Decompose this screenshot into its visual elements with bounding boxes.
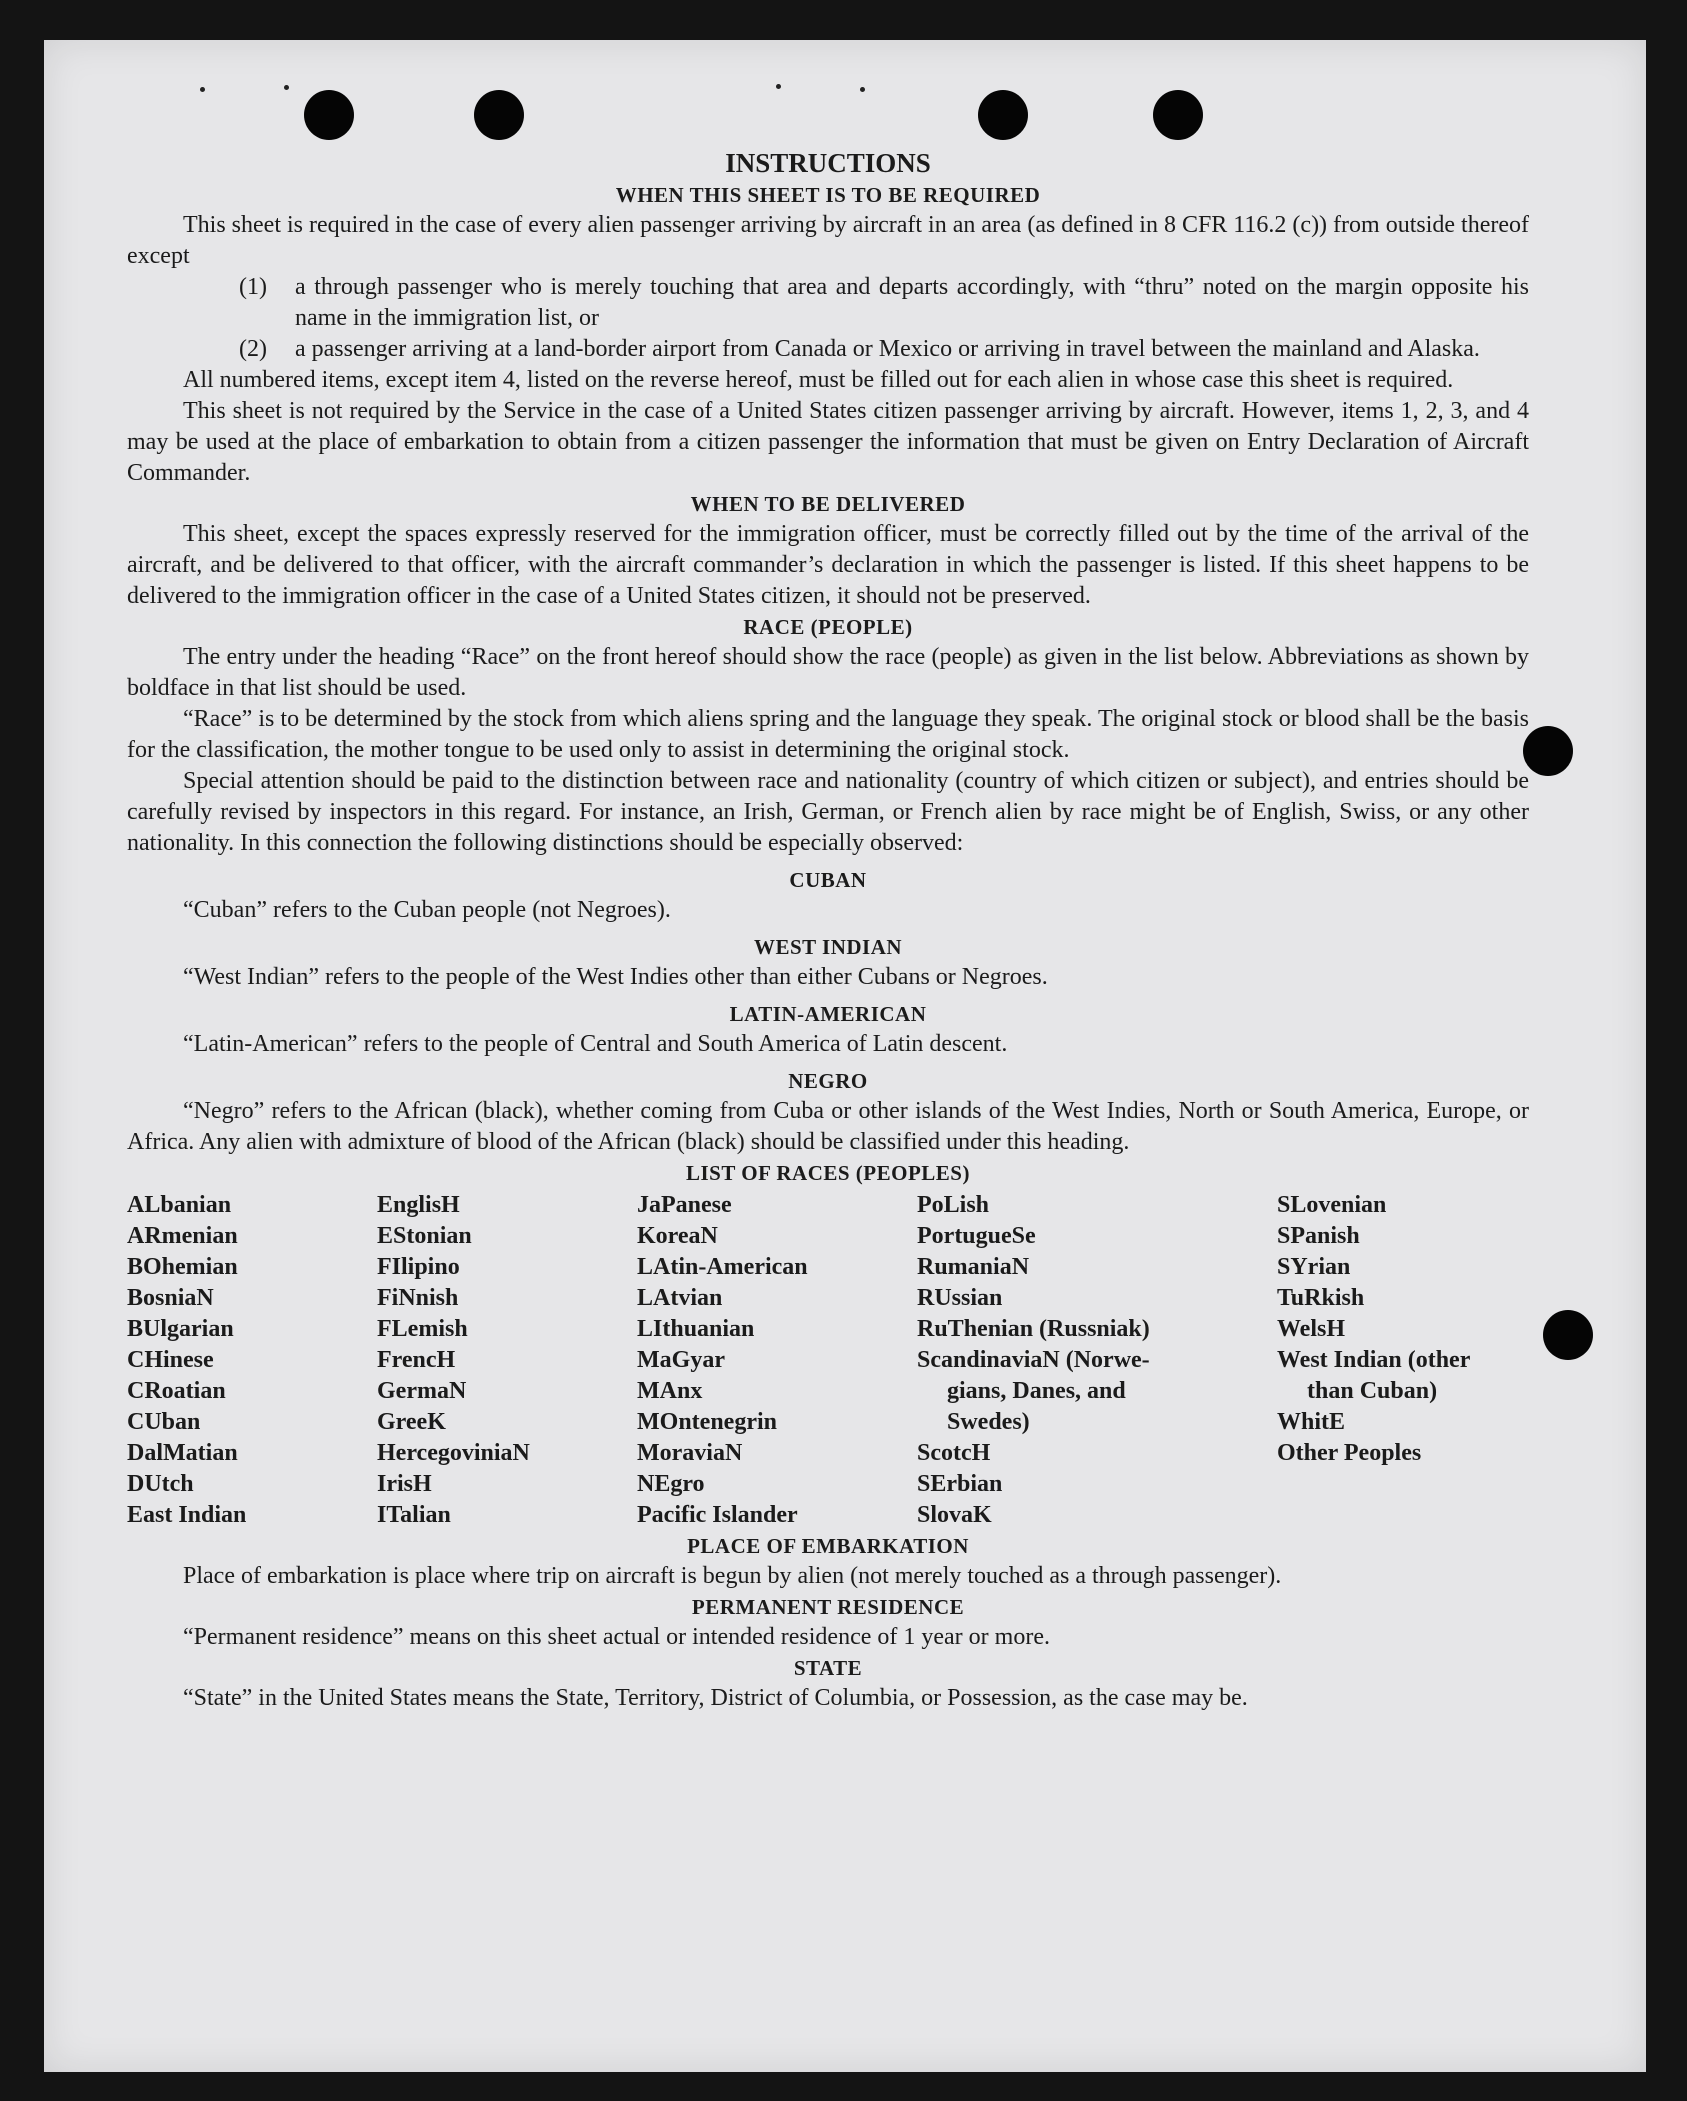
races-column-1 <box>127 1190 377 1531</box>
race-entry: FrencH <box>377 1347 456 1373</box>
item-number: (2) <box>239 336 267 362</box>
race-entry: DUtch <box>127 1471 194 1497</box>
race-entry: SLovenian <box>1277 1192 1387 1218</box>
race-entry: ARmenian <box>127 1223 238 1249</box>
punch-hole-6 <box>1543 1310 1593 1360</box>
paragraph: Special attention should be paid to the distinction between race and nationality (country of which citizen or subject), and entries should be carefully revised by inspectors in this regard. For instance, an Irish, German, or French alien by race might be of English, Swiss, or any other nationality. In this connection the following distinctions should be especially observed: <box>127 768 1529 856</box>
race-entry: WhitE <box>1277 1409 1346 1435</box>
race-entry: ScandinaviaN (Norwe- <box>917 1347 1150 1373</box>
paragraph: This sheet is not required by the Service in the case of a United States citizen passenger arriving by aircraft. However, items 1, 2, 3, and 4 may be used at the place of embarkation to obtain from a citizen passenger the information that must be given on Entry Declaration of Aircraft Commander. <box>127 398 1529 486</box>
race-entry: CUban <box>127 1409 201 1435</box>
races-column-5 <box>1277 1190 1529 1531</box>
item-number: (1) <box>239 274 267 300</box>
race-entry: HercegoviniaN <box>377 1440 530 1466</box>
race-entry: EnglisH <box>377 1192 460 1218</box>
paragraph: This sheet is required in the case of every alien passenger arriving by aircraft in an area (as defined in 8 CFR 116.2 (c)) from outside thereof except <box>127 212 1529 269</box>
race-entry: Other Peoples <box>1277 1440 1422 1466</box>
race-entry: FIlipino <box>377 1254 460 1280</box>
punch-hole-4 <box>1153 90 1203 140</box>
race-entry: MOntenegrin <box>637 1409 777 1435</box>
race-entry: ITalian <box>377 1502 451 1528</box>
race-entry: NEgro <box>637 1471 705 1497</box>
races-column-3 <box>637 1190 917 1531</box>
race-entry: RumaniaN <box>917 1254 1030 1280</box>
race-entry: FiNnish <box>377 1285 459 1311</box>
heading-list-of-races: LIST OF RACES (PEOPLES) <box>686 1161 970 1185</box>
heading-place-of-embarkation: PLACE OF EMBARKATION <box>687 1534 969 1558</box>
race-entry: DalMatian <box>127 1440 238 1466</box>
race-entry: BOhemian <box>127 1254 238 1280</box>
race-entry: SYrian <box>1277 1254 1351 1280</box>
race-entry: West Indian (other <box>1277 1347 1471 1373</box>
item-text: a through passenger who is merely touching that area and departs accordingly, with “thru” noted on the margin opposite his name in the immigration list, or <box>295 274 1529 331</box>
race-entry: LAtin-American <box>637 1254 808 1280</box>
race-entry: Swedes) <box>947 1409 1030 1435</box>
speck <box>776 84 781 89</box>
races-list <box>127 1190 1529 1531</box>
heading-cuban: CUBAN <box>789 868 867 892</box>
race-entry: JaPanese <box>637 1192 732 1218</box>
race-entry: MaGyar <box>637 1347 725 1373</box>
race-entry: IrisH <box>377 1471 432 1497</box>
race-entry: gians, Danes, and <box>947 1378 1126 1404</box>
paragraph: “Permanent residence” means on this sheet actual or intended residence of 1 year or more. <box>183 1624 1050 1650</box>
heading-when-required: WHEN THIS SHEET IS TO BE REQUIRED <box>615 183 1041 207</box>
race-entry: RUssian <box>917 1285 1003 1311</box>
race-entry: ScotcH <box>917 1440 991 1466</box>
race-entry: BosniaN <box>127 1285 214 1311</box>
race-entry: PortugueSe <box>917 1223 1036 1249</box>
race-entry: WelsH <box>1277 1316 1346 1342</box>
paragraph: This sheet, except the spaces expressly reserved for the immigration officer, must be correctly filled out by the time of the arrival of the aircraft, and be delivered to that officer, with the aircraft commander’s declaration in which the passenger is listed. If this sheet happens to be delivered to the immigration officer in the case of a United States citizen, it should not be preserved. <box>127 521 1529 609</box>
instructions-content <box>127 146 1529 1714</box>
race-entry: than Cuban) <box>1307 1378 1438 1404</box>
race-entry: MoraviaN <box>637 1440 743 1466</box>
page-title: INSTRUCTIONS <box>725 148 931 178</box>
speck <box>284 85 289 90</box>
paragraph: Place of embarkation is place where trip on aircraft is begun by alien (not merely touched as a through passenger). <box>183 1563 1282 1589</box>
races-column-4 <box>917 1190 1277 1531</box>
race-entry: LAtvian <box>637 1285 723 1311</box>
race-entry: SlovaK <box>917 1502 992 1528</box>
punch-hole-3 <box>978 90 1028 140</box>
race-entry: LIthuanian <box>637 1316 755 1342</box>
race-entry: EStonian <box>377 1223 472 1249</box>
race-entry: GreeK <box>377 1409 446 1435</box>
paragraph: “Race” is to be determined by the stock from which aliens spring and the language they speak. The original stock or blood shall be the basis for the classification, the mother tongue to be used only to assist in determining the original stock. <box>127 706 1529 763</box>
heading-west-indian: WEST INDIAN <box>753 935 903 959</box>
race-entry: East Indian <box>127 1502 247 1528</box>
paragraph: “Latin-American” refers to the people of Central and South America of Latin descent. <box>183 1031 1008 1057</box>
race-entry: FLemish <box>377 1316 468 1342</box>
heading-permanent-residence: PERMANENT RESIDENCE <box>691 1595 965 1619</box>
speck <box>200 87 205 92</box>
race-entry: GermaN <box>377 1378 467 1404</box>
paragraph: The entry under the heading “Race” on the front hereof should show the race (people) as given in the list below. Abbreviations as shown by boldface in that list should be used. <box>127 644 1529 701</box>
punch-hole-2 <box>474 90 524 140</box>
paragraph: “Negro” refers to the African (black), whether coming from Cuba or other islands of the West Indies, North or South America, Europe, or Africa. Any alien with admixture of blood of the African (black) should be classified under this heading. <box>127 1098 1529 1155</box>
race-entry: RuThenian (Russniak) <box>917 1316 1150 1342</box>
heading-when-delivered: WHEN TO BE DELIVERED <box>690 492 966 516</box>
paragraph: “West Indian” refers to the people of the West Indies other than either Cubans or Negroes. <box>183 964 1048 990</box>
races-column-2 <box>377 1190 637 1531</box>
punch-hole-1 <box>304 90 354 140</box>
speck <box>860 87 865 92</box>
heading-latin-american: LATIN-AMERICAN <box>729 1002 927 1026</box>
item-text: a passenger arriving at a land-border airport from Canada or Mexico or arriving in travel between the mainland and Alaska. <box>295 336 1480 362</box>
race-entry: CRoatian <box>127 1378 226 1404</box>
paragraph: All numbered items, except item 4, listed on the reverse hereof, must be filled out for each alien in whose case this sheet is required. <box>183 367 1454 393</box>
paragraph: “Cuban” refers to the Cuban people (not Negroes). <box>183 897 671 923</box>
race-entry: BUlgarian <box>127 1316 234 1342</box>
race-entry: MAnx <box>637 1378 703 1404</box>
heading-state: STATE <box>793 1656 863 1680</box>
race-entry: Pacific Islander <box>637 1502 798 1528</box>
heading-race: RACE (PEOPLE) <box>743 615 913 639</box>
race-entry: TuRkish <box>1277 1285 1365 1311</box>
race-entry: SErbian <box>917 1471 1003 1497</box>
race-entry: PoLish <box>917 1192 990 1218</box>
list-item <box>239 334 1529 365</box>
heading-negro: NEGRO <box>788 1069 868 1093</box>
race-entry: KoreaN <box>637 1223 718 1249</box>
race-entry: SPanish <box>1277 1223 1360 1249</box>
paragraph: “State” in the United States means the State, Territory, District of Columbia, or Possession, as the case may be. <box>183 1685 1248 1711</box>
list-item <box>239 272 1529 334</box>
race-entry: ALbanian <box>127 1192 232 1218</box>
punch-hole-5 <box>1523 726 1573 776</box>
race-entry: CHinese <box>127 1347 214 1373</box>
